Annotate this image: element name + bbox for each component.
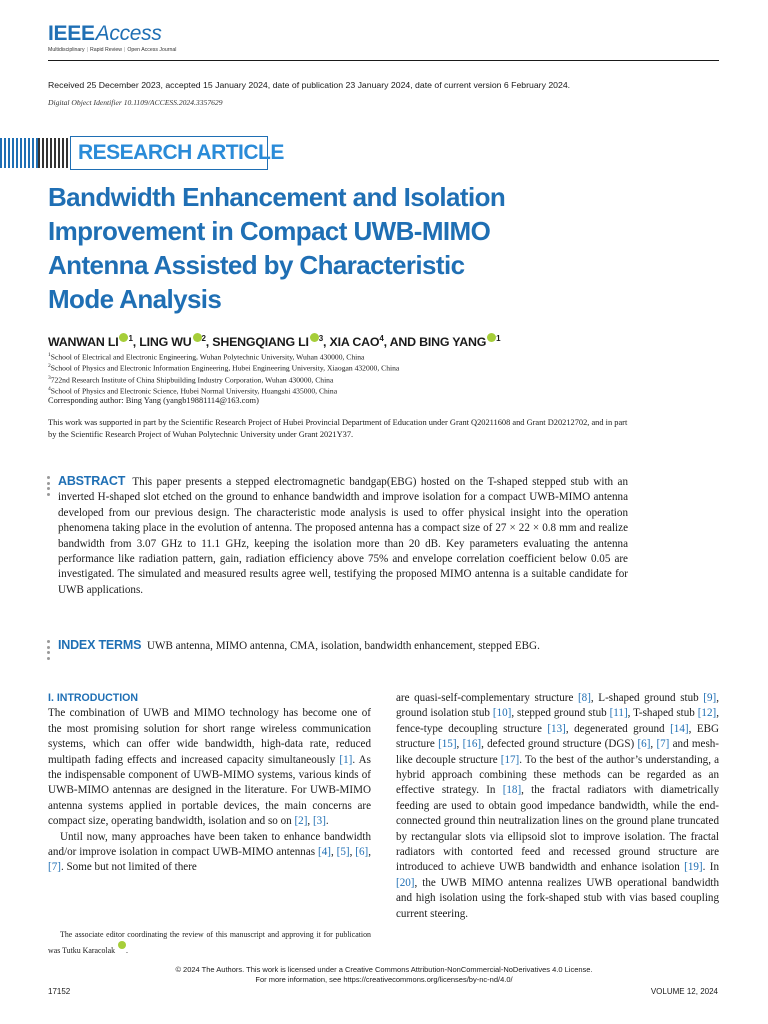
affiliations: [48, 351, 399, 396]
citation-link[interactable]: [3]: [312, 815, 326, 828]
logo-wordmark: [48, 22, 176, 46]
affiliation-text: School of Physics and Electronic Science, Hubei Normal University, Huangshi 435000, China: [50, 386, 338, 396]
body-text: Until now, many approaches have been taken to enhance bandwidth and/or improve isolation in compact UWB-MIMO antennas: [48, 830, 371, 859]
orcid-icon[interactable]: [193, 333, 202, 342]
banner-stripes-dark: [38, 138, 68, 168]
citation-link[interactable]: [9]: [703, 692, 717, 704]
doi[interactable]: Digital Object Identifier 10.1109/ACCESS.2024.3357629: [48, 98, 223, 107]
tagline-3: Open Access Journal: [127, 47, 177, 53]
license-line-2[interactable]: For more information, see https://creativecommons.org/licenses/by-nc-nd/4.0/: [255, 975, 513, 984]
left-column: [48, 691, 371, 876]
author-affiliation-marker: 1: [496, 333, 501, 343]
citation-link[interactable]: [19]: [684, 861, 703, 874]
body-text: ,: [456, 738, 463, 751]
author-name: XIA CAO: [329, 335, 380, 349]
tagline-sep: |: [124, 47, 126, 53]
intro-paragraph-1: [48, 706, 371, 829]
author-name: WANWAN LI: [48, 335, 119, 349]
section-heading: [48, 691, 371, 706]
citation-link[interactable]: [16]: [462, 738, 482, 751]
affiliation: [48, 351, 399, 362]
citation-link[interactable]: [6]: [637, 738, 651, 751]
citation-link[interactable]: [14]: [670, 722, 689, 735]
page-number: 17152: [48, 987, 71, 996]
affiliation-text: School of Electrical and Electronic Engineering, Wuhan Polytechnic University, Wuhan 430000, China: [50, 352, 365, 362]
tagline-2: Rapid Review: [89, 47, 122, 53]
logo-tagline: [48, 47, 176, 53]
body-text: ,: [307, 815, 313, 828]
body-text: , defected ground structure (DGS): [481, 738, 638, 751]
affiliation: [48, 385, 399, 396]
author-affiliation-marker: 4: [379, 333, 384, 343]
body-text: .: [325, 815, 329, 828]
orcid-icon[interactable]: [118, 941, 126, 949]
citation-link[interactable]: [2]: [294, 815, 308, 828]
section-number: I.: [48, 692, 54, 704]
license-line-1: © 2024 The Authors. This work is licensed under a Creative Commons Attribution-NonCommercial-NoDerivatives 4.0 License.: [175, 965, 593, 974]
affiliation: [48, 374, 399, 385]
author-list: [48, 333, 500, 349]
index-terms-text: UWB antenna, MIMO antenna, CMA, isolation, bandwidth enhancement, stepped EBG.: [147, 640, 540, 652]
body-text: . To the best of the author’s understanding, a hybrid approach combining these methods can be regarded as an effective strategy. In: [396, 753, 720, 797]
citation-link[interactable]: [17]: [500, 753, 520, 766]
body-text: The combination of UWB and MIMO technology has become one of the most promising solution for short range wireless communication systems, which can offer wide bandwidth, high-data rate, reduced multipath fading effects and increased capacity simultaneously: [48, 707, 371, 766]
citation-link[interactable]: [15]: [438, 738, 457, 751]
body-text: ,: [330, 846, 337, 859]
funding-statement: This work was supported in part by the Scientific Research Project of Hubei Provincial Department of Education under Grant Q20211608 and Grant D20212702, and in part by the Scientific Research Project of Wuhan Polytechnic University under Grant 2021Y37.: [48, 418, 628, 439]
affiliation-text: 722nd Research Institute of China Shipbuilding Industry Corporation, Wuhan 430000, China: [50, 375, 334, 385]
editor-footnote: The associate editor coordinating the review of this manuscript and approving it for publication was Tutku Karacolak .: [48, 930, 371, 955]
affiliation: [48, 362, 399, 373]
author-affiliation-marker: 1: [128, 333, 133, 343]
body-text: . As the indispensable component of UWB-MIMO systems, various kinds of UWB-MIMO antennas are designed in the literature. For UWB-MIMO antenna systems applied in portable devices, the main concerns are compact size, operating bandwidth, isolation and so on: [48, 753, 371, 828]
body-text: ,: [349, 846, 356, 859]
body-text: , degenerated ground: [565, 722, 671, 735]
orcid-icon[interactable]: [310, 333, 319, 342]
volume: VOLUME 12, 2024: [650, 987, 718, 996]
body-text: , the fractal radiators with diametrically feeding are used to obtain good impedance bandwidth, while the end-connected ground thin neutralization lines on the ground plane truncated by rectangular slots via ellipsoid slot to improve isolation. The fractal radiators with contorted feed and recessed ground structure are introduced to achieve UWB bandwidth and enhance isolation: [396, 784, 720, 874]
index-terms-dots: [47, 640, 50, 662]
tagline-sep: |: [86, 47, 88, 53]
affiliation-text: School of Physics and Electronic Information Engineering, Hubei Engineering University, Xiaogan 432000, China: [50, 363, 400, 373]
abstract: [58, 474, 628, 598]
citation-link[interactable]: [6]: [355, 846, 369, 859]
author-separator: , AND: [383, 335, 420, 349]
footnote-text: The associate editor coordinating the review of this manuscript and approving it for publication was Tutku Karacolak: [48, 930, 371, 955]
logo-access: Access: [95, 22, 162, 45]
affiliation-number: 1: [48, 352, 51, 358]
journal-logo: [48, 22, 176, 53]
citation-link[interactable]: [20]: [396, 876, 415, 889]
author-name: LING WU: [139, 335, 192, 349]
citation-link[interactable]: [8]: [577, 692, 591, 704]
body-text: , ground isolation stub: [396, 692, 720, 720]
citation-link[interactable]: [4]: [318, 846, 331, 859]
body-text: ,: [368, 846, 372, 859]
index-terms-label: INDEX TERMS: [58, 638, 142, 652]
citation-link[interactable]: [10]: [492, 707, 512, 720]
article-type: RESEARCH ARTICLE: [78, 141, 284, 164]
received-dates: Received 25 December 2023, accepted 15 January 2024, date of publication 23 January 2024, date of current version 6 February 2024.: [48, 80, 571, 90]
intro-paragraph-2: [48, 830, 371, 876]
affiliation-number: 2: [48, 363, 51, 370]
right-column: [396, 691, 719, 922]
body-text: and mesh-like decouple structure: [396, 738, 720, 766]
citation-link[interactable]: [12]: [697, 707, 717, 720]
author-name: BING YANG: [419, 335, 487, 349]
section-title: INTRODUCTION: [56, 692, 139, 704]
abstract-text: This paper presents a stepped electromagnetic bandgap(EBG) hosted on the T-shaped stepped stub with an inverted H-shaped slot etched on the ground to enhance bandwidth and improve isolation for a compact UWB-MIMO antenna developed from our previous design. The characteristic mode analysis is used to offer physical insight into the operation phenomena taking place in the evolution of antenna. The proposed antenna has a compact size of 27 × 22 × 0.8 mm and realize bandwidth from 3.07 GHz to 11.1 GHz, keeping the isolation more than 20 dB. Key parameters evaluating the antenna performance like radiation pattern, gain, radiation efficiency above 75% and envelope correlation coefficient below 0.05 are investigated. The simulated and measured results agree well, testifying the proposed MIMO antenna is a suitable candidate for UWB applications.: [58, 476, 628, 596]
body-text: are quasi-self-complementary structure: [396, 692, 578, 704]
orcid-icon[interactable]: [487, 333, 496, 342]
author-name: SHENGQIANG LI: [212, 335, 309, 349]
citation-link[interactable]: [18]: [502, 784, 522, 797]
abstract-label: ABSTRACT: [58, 474, 126, 488]
author-separator: ,: [132, 335, 140, 349]
citation-link[interactable]: [7]: [48, 861, 61, 874]
article-type-banner: [0, 134, 284, 172]
citation-link[interactable]: [5]: [336, 846, 350, 859]
body-text: . Some but not limited of there: [60, 861, 197, 874]
logo-ieee: IEEE: [48, 22, 95, 45]
author-separator: ,: [205, 335, 213, 349]
citation-link[interactable]: [13]: [547, 722, 566, 735]
affiliation-number: 3: [48, 374, 51, 381]
body-text: , stepped ground stub: [511, 707, 610, 720]
paper-title: Bandwidth Enhancement and Isolation Improvement in Compact UWB-MIMO Antenna Assisted by Characteristic Mode Analysis: [48, 182, 506, 314]
citation-link[interactable]: [7]: [656, 738, 670, 751]
author-affiliation-marker: 3: [318, 333, 324, 343]
index-terms: [58, 638, 638, 652]
author-separator: ,: [323, 335, 330, 349]
citation-link[interactable]: [1]: [339, 753, 353, 766]
tagline-1: Multidisciplinary: [48, 47, 85, 53]
body-text: . In: [702, 861, 719, 874]
citation-link[interactable]: [11]: [609, 707, 628, 720]
body-text: , the UWB MIMO antenna realizes UWB operational bandwidth and high isolation using the fork-shaped stub with vias based coupling current steering.: [396, 876, 719, 920]
body-text: ,: [650, 738, 657, 751]
author-affiliation-marker: 2: [201, 333, 206, 343]
intro-paragraph-continued: [396, 691, 719, 922]
abstract-dots: [47, 476, 50, 498]
body-text: , EBG structure: [396, 722, 720, 751]
header-rule: [48, 60, 719, 61]
body-text: , T-shaped stub: [627, 707, 698, 720]
corresponding-author: Corresponding author: Bing Yang (yangb19881114@163.com): [48, 396, 259, 405]
body-text: , L-shaped ground stub: [590, 692, 704, 704]
body-text: , fence-type decoupling structure: [396, 707, 719, 735]
affiliation-number: 4: [48, 385, 51, 392]
